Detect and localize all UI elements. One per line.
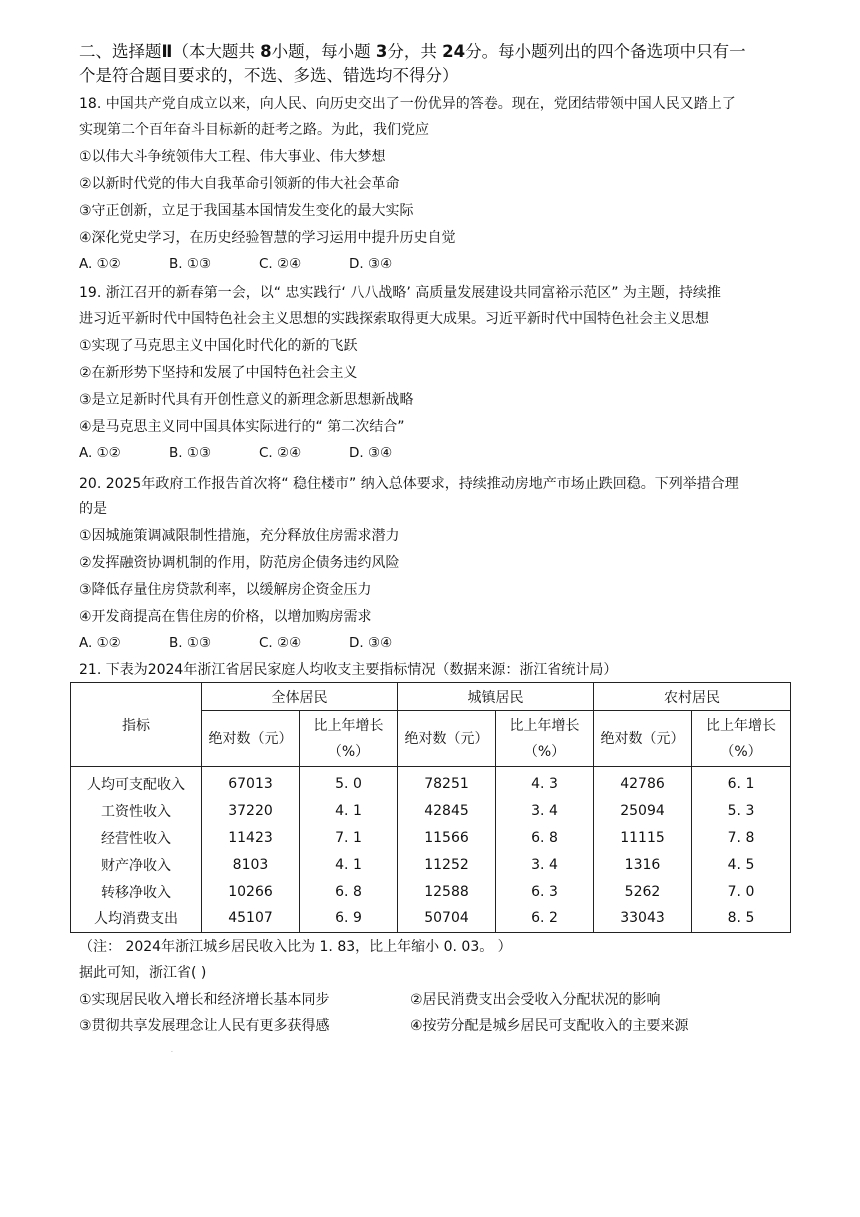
q18-option-b[interactable]: B. ①③	[169, 256, 212, 272]
header-indicator: 指标	[71, 683, 202, 767]
q20-item: ③降低存量住房贷款利率，以缓解房企资金压力	[79, 582, 372, 598]
row-label: 财产净收入	[71, 851, 202, 878]
q19-options	[79, 445, 439, 461]
header-growth-text: 比上年增长	[509, 717, 580, 734]
table-cell: 11252	[398, 851, 496, 878]
header-growth-unit: （%）	[523, 743, 566, 760]
q19-stem-line2: 进习近平新时代中国特色社会主义思想的实践探索取得更大成果。习近平新时代中国特色社会主义思想	[79, 311, 709, 327]
header-group-all: 全体居民	[202, 683, 398, 711]
section-heading	[79, 40, 746, 64]
heading-points: 3	[375, 42, 388, 61]
stray-mark: .	[171, 1047, 173, 1054]
q21-stem-line2: 据此可知，浙江省( )	[79, 965, 207, 981]
table-cell: 6. 9	[300, 905, 398, 932]
q20-options	[79, 635, 439, 651]
table-cell: 67013	[202, 767, 300, 798]
q19-option-b[interactable]: B. ①③	[169, 445, 212, 461]
table-cell: 6. 3	[496, 878, 594, 905]
table-cell: 4. 5	[692, 851, 791, 878]
header-abs: 绝对数（元）	[398, 711, 496, 767]
header-abs: 绝对数（元）	[594, 711, 692, 767]
q19-item: ④是马克思主义同中国具体实际进行的“ 第二次结合”	[79, 419, 405, 435]
table-cell: 6. 8	[496, 825, 594, 852]
q19-item: ③是立足新时代具有开创性意义的新理念新思想新战略	[79, 392, 414, 408]
q18-option-c[interactable]: C. ②④	[259, 256, 302, 272]
header-group-urban: 城镇居民	[398, 683, 594, 711]
table-cell: 7. 1	[300, 825, 398, 852]
table-cell: 5. 0	[300, 767, 398, 798]
table-header-row	[71, 683, 791, 711]
header-group-rural: 农村居民	[594, 683, 791, 711]
q20-stem-line1: 20. 2025年政府工作报告首次将“ 稳住楼市” 纳入总体要求，持续推动房地产市场止跌回稳。下列举措合理	[79, 476, 739, 492]
q18-option-d[interactable]: D. ③④	[349, 256, 393, 272]
q21-item: ②居民消费支出会受收入分配状况的影响	[410, 992, 661, 1008]
table-cell: 6. 1	[692, 767, 791, 798]
table-cell: 7. 8	[692, 825, 791, 852]
heading-text: 分，共	[387, 42, 443, 61]
q20-option-a[interactable]: A. ①②	[79, 635, 121, 651]
row-label: 转移净收入	[71, 878, 202, 905]
header-abs: 绝对数（元）	[202, 711, 300, 767]
table-cell: 5. 3	[692, 798, 791, 825]
q20-item: ①因城施策调减限制性措施，充分释放住房需求潜力	[79, 528, 400, 544]
q21-item: ①实现居民收入增长和经济增长基本同步	[79, 992, 330, 1008]
heading-text: 二、选择题	[79, 42, 162, 61]
heading-text: 分。每小题列出的四个备选项中只有一	[465, 42, 746, 61]
header-growth	[496, 711, 594, 767]
q18-stem-line2: 实现第二个百年奋斗目标新的赶考之路。为此，我们党应	[79, 122, 429, 138]
header-growth-unit: （%）	[327, 743, 370, 760]
q19-item: ②在新形势下坚持和发展了中国特色社会主义	[79, 365, 358, 381]
table-cell: 11423	[202, 825, 300, 852]
heading-text: （本大题共	[172, 42, 261, 61]
table-cell: 4. 3	[496, 767, 594, 798]
section-heading-line2: 个是符合题目要求的，不选、多选、错选均不得分）	[79, 66, 459, 85]
q18-stem-line1: 18. 中国共产党自成立以来，向人民、向历史交出了一份优异的答卷。现在，党团结带领中国人民又踏上了	[79, 96, 736, 112]
table-cell: 4. 1	[300, 798, 398, 825]
table-row	[71, 905, 791, 932]
table-cell: 11115	[594, 825, 692, 852]
q18-item: ②以新时代党的伟大自我革命引领新的伟大社会革命	[79, 176, 400, 192]
q20-stem-line2: 的是	[79, 501, 107, 517]
q19-option-a[interactable]: A. ①②	[79, 445, 121, 461]
header-growth-unit: （%）	[720, 743, 762, 760]
heading-roman: Ⅱ	[161, 42, 173, 61]
q19-item: ①实现了马克思主义中国化时代化的新的飞跃	[79, 338, 358, 354]
q20-item: ④开发商提高在售住房的价格，以增加购房需求	[79, 609, 372, 625]
table-cell: 50704	[398, 905, 496, 932]
header-growth	[300, 711, 398, 767]
q20-option-b[interactable]: B. ①③	[169, 635, 212, 651]
table-row	[71, 851, 791, 878]
table-cell: 7. 0	[692, 878, 791, 905]
row-label: 人均消费支出	[71, 905, 202, 932]
heading-count: 8	[260, 42, 272, 61]
table-row	[71, 798, 791, 825]
q19-option-d[interactable]: D. ③④	[349, 445, 393, 461]
table-cell: 45107	[202, 905, 300, 932]
heading-total: 24	[442, 42, 466, 61]
q18-item: ①以伟大斗争统领伟大工程、伟大事业、伟大梦想	[79, 149, 386, 165]
table-cell: 37220	[202, 798, 300, 825]
table-cell: 6. 2	[496, 905, 594, 932]
table-cell: 25094	[594, 798, 692, 825]
q20-option-d[interactable]: D. ③④	[349, 635, 393, 651]
table-cell: 6. 8	[300, 878, 398, 905]
q21-item: ④按劳分配是城乡居民可支配收入的主要来源	[410, 1018, 689, 1034]
q20-option-c[interactable]: C. ②④	[259, 635, 302, 651]
q19-option-c[interactable]: C. ②④	[259, 445, 302, 461]
q19-stem-line1: 19. 浙江召开的新春第一会，以“ 忠实践行‘ 八八战略’ 高质量发展建设共同富裕示范区” 为主题，持续推	[79, 285, 721, 301]
table-cell: 1316	[594, 851, 692, 878]
table-cell: 33043	[594, 905, 692, 932]
table-row	[71, 767, 791, 798]
table-cell: 3. 4	[496, 851, 594, 878]
q18-option-a[interactable]: A. ①②	[79, 256, 121, 272]
q18-item: ④深化党史学习，在历史经验智慧的学习运用中提升历史自觉	[79, 230, 456, 246]
q21-note: （注： 2024年浙江城乡居民收入比为 1. 83，比上年缩小 0. 03。 ）	[79, 939, 512, 955]
income-table	[70, 682, 791, 933]
q21-stem-line1: 21. 下表为2024年浙江省居民家庭人均收支主要指标情况（数据来源：浙江省统计局）	[79, 662, 618, 678]
row-label: 工资性收入	[71, 798, 202, 825]
heading-text: 小题，每小题	[271, 42, 376, 61]
table-cell: 5262	[594, 878, 692, 905]
table-cell: 8103	[202, 851, 300, 878]
header-growth-text: 比上年增长	[313, 717, 384, 734]
table-cell: 10266	[202, 878, 300, 905]
table-cell: 78251	[398, 767, 496, 798]
q18-item: ③守正创新，立足于我国基本国情发生变化的最大实际	[79, 203, 414, 219]
header-growth-text: 比上年增长	[706, 717, 776, 734]
q21-item: ③贯彻共享发展理念让人民有更多获得感	[79, 1018, 330, 1034]
q18-options	[79, 256, 439, 272]
table-cell: 11566	[398, 825, 496, 852]
table-cell: 42845	[398, 798, 496, 825]
header-growth	[692, 711, 791, 767]
table-cell: 12588	[398, 878, 496, 905]
q20-item: ②发挥融资协调机制的作用，防范房企债务违约风险	[79, 555, 400, 571]
table-row	[71, 825, 791, 852]
table-cell: 42786	[594, 767, 692, 798]
row-label: 人均可支配收入	[71, 767, 202, 798]
table-cell: 3. 4	[496, 798, 594, 825]
table-cell: 8. 5	[692, 905, 791, 932]
table-row	[71, 878, 791, 905]
row-label: 经营性收入	[71, 825, 202, 852]
table-cell: 4. 1	[300, 851, 398, 878]
